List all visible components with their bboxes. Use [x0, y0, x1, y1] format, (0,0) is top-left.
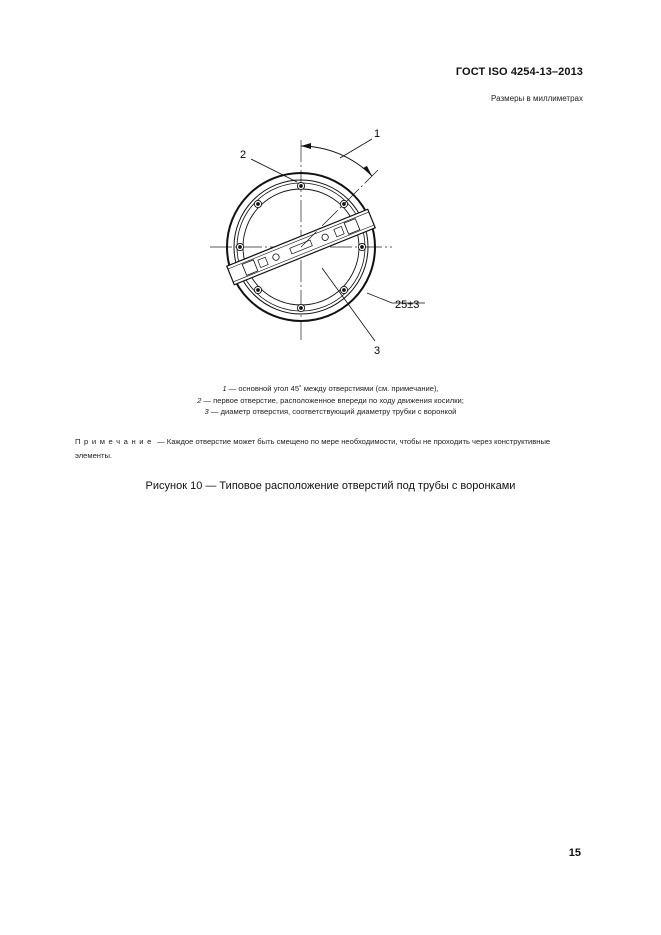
figure-legend — [0, 383, 661, 418]
legend-item-3: 3 — диаметр отверстия, соответствующий диаметру трубки с воронкой — [204, 407, 457, 416]
arrow-head — [363, 166, 372, 176]
callout-3: 3 — [374, 345, 381, 357]
document-header: ГОСТ ISO 4254-13–2013 — [455, 66, 583, 78]
legend-item-2: 2 — первое отверстие, расположенное впереди по ходу движения косилки; — [197, 395, 464, 405]
dimension-label: 25±3 — [395, 299, 420, 311]
arrow-head — [301, 143, 311, 149]
figure-caption: Рисунок 10 — Типовое расположение отверстий под трубы с воронками — [145, 480, 516, 492]
hole-first — [297, 182, 304, 189]
leader-line-dimension — [367, 293, 392, 303]
hole — [254, 200, 261, 207]
angle-arc — [301, 146, 372, 176]
note-paragraph — [75, 435, 586, 463]
legend-item-1: 1 — основной угол 45˚ между отверстиями (см. примечание), — [222, 384, 439, 393]
hole — [340, 286, 347, 293]
callout-2: 2 — [240, 149, 247, 161]
note-text: — Каждое отверстие может быть смещено по мере необходимости, чтобы не проходить через конструктивные элементы. — [75, 437, 551, 460]
callout-1: 1 — [374, 128, 381, 140]
note-label: Примечание — [75, 437, 155, 446]
hole — [297, 304, 304, 311]
page-number: 15 — [568, 847, 581, 859]
hole — [254, 286, 261, 293]
hole — [358, 243, 365, 250]
leader-line-1 — [340, 139, 372, 158]
units-note: Размеры в миллиметрах — [491, 94, 583, 103]
hole — [236, 243, 243, 250]
